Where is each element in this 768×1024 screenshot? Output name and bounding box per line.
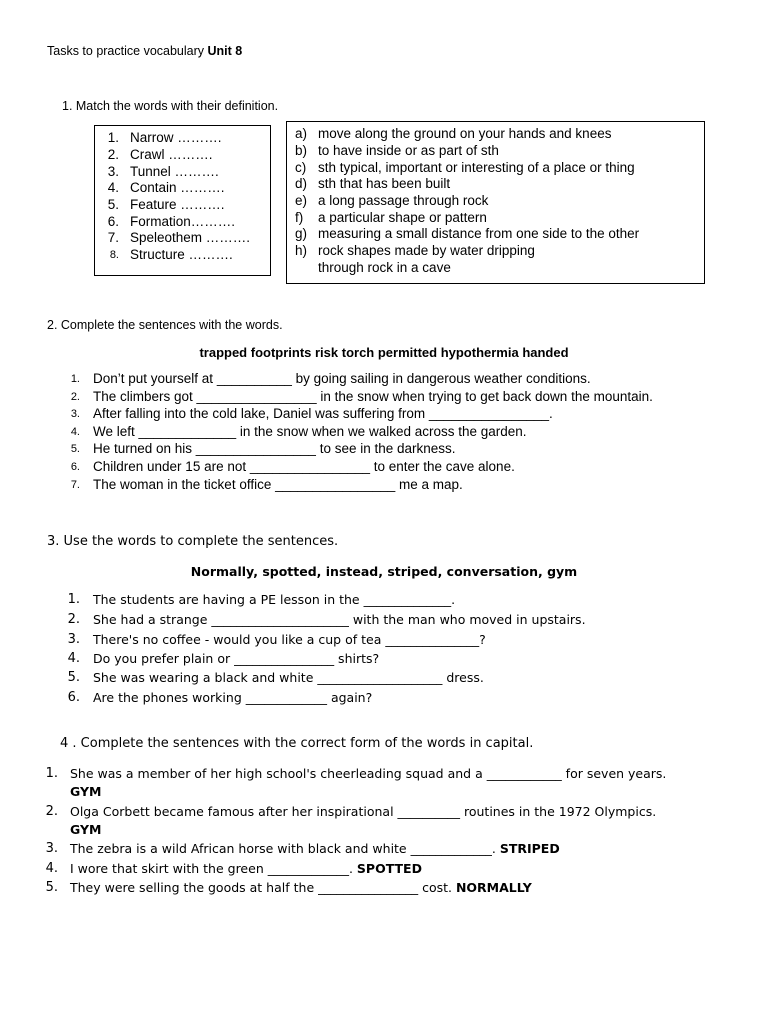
title-text: Tasks to practice vocabulary [47,44,208,58]
definition-text: rock shapes made by water dripping [318,243,535,258]
definition-letter: f) [295,210,304,225]
sentence-number: 5. [67,670,80,685]
definition-text: a long passage through rock [318,193,489,208]
item-text: I wore that skirt with the green _____________. [70,861,357,876]
item-number: 1. [45,766,58,781]
section4-heading: 4 . Complete the sentences with the correct form of the words in capital. [60,736,534,751]
section3-sentences [0,592,768,712]
definition-text: measuring a small distance from one side to the other [318,226,640,241]
sentence-number: 3. [67,632,80,647]
sentence-number: 6. [67,690,80,705]
definition-text: to have inside or as part of sth [318,143,499,158]
definitions-box [286,121,705,284]
sentence-number: 3. [70,408,80,420]
sentence-number: 1. [67,592,80,607]
definition-text: move along the ground on your hands and knees [318,126,612,141]
item-number: 2. [45,804,58,819]
word-text: Tunnel ………. [130,164,219,179]
sentence-text: Children under 15 are not ________________ to enter the cave alone. [93,459,515,474]
item-text: The zebra is a wild African horse with black and white _____________. [70,841,500,856]
section3-word-bank: Normally, spotted, instead, striped, conversation, gym [190,564,578,579]
definition-text: sth that has been built [318,176,451,191]
definition-letter: d) [295,176,308,191]
section1-heading: 1. Match the words with their definition. [62,99,279,113]
word-number: 5. [107,197,119,212]
sentence-number: 2. [70,391,80,403]
word-text: Contain ………. [130,180,225,195]
item-number: 4. [45,861,58,876]
word-text: Structure ………. [130,247,233,262]
word-text: Narrow ………. [130,130,222,145]
sentence-text: Do you prefer plain or ________________ shirts? [93,651,380,666]
s4-item-2-capital-word: GYM [70,822,102,837]
sentence-number: 7. [70,479,80,491]
definition-text: sth typical, important or interesting of a place or thing [318,160,635,175]
word-number: 2. [107,147,119,162]
definition-text: a particular shape or pattern [318,210,487,225]
title-unit: Unit 8 [207,44,243,58]
word-number: 1. [107,130,119,145]
section2-word-bank: trapped footprints risk torch permitted hypothermia handed [199,345,569,360]
sentence-text: Are the phones working _____________ again? [93,690,373,705]
sentence-number: 4. [70,426,80,438]
word-text: Formation………. [130,214,236,229]
words-box [94,125,271,276]
sentence-text: The climbers got ________________ in the snow when trying to get back down the mountain. [93,389,653,404]
section2-sentences [0,371,768,501]
item-capital-word: NORMALLY [455,880,532,895]
item-text: Olga Corbett became famous after her inspirational __________ routines in the 1972 Olympics. [70,804,657,819]
page-title [47,44,242,58]
sentence-number: 6. [70,461,80,473]
item-capital-word: STRIPED [499,841,560,856]
definition-letter: e) [295,193,308,208]
s4-item-1-capital-word: GYM [70,784,102,799]
definition-letter: b) [295,143,308,158]
definition-text: through rock in a cave [318,260,451,275]
sentence-number: 4. [67,651,80,666]
item-text: She was a member of her high school's cheerleading squad and a ____________ for seven years. [70,766,667,781]
sentence-text: She was wearing a black and white ____________________ dress. [93,670,484,685]
item-capital-word: SPOTTED [356,861,422,876]
word-number: 7. [107,230,119,245]
word-text: Speleothem ………. [130,230,251,245]
item-number: 3. [45,841,58,856]
sentence-number: 1. [70,373,80,385]
definition-letter: g) [295,226,308,241]
sentence-text: There's no coffee - would you like a cup of tea _______________? [93,632,486,647]
sentence-text: She had a strange ______________________ with the man who moved in upstairs. [93,612,586,627]
sentence-number: 5. [70,443,80,455]
word-number: 8. [109,249,119,261]
word-number: 3. [107,164,119,179]
definition-letter: c) [295,160,307,175]
item-text: They were selling the goods at half the ________________ cost. [70,880,456,895]
word-number: 6. [107,214,119,229]
sentence-text: The woman in the ticket office ________________ me a map. [93,477,463,492]
word-text: Feature ………. [130,197,225,212]
section4-items [0,766,768,906]
definition-letter: h) [295,243,308,258]
sentence-number: 2. [67,612,80,627]
word-number: 4. [107,180,119,195]
sentence-text: After falling into the cold lake, Daniel was suffering from ________________. [93,406,553,421]
section2-heading: 2. Complete the sentences with the words. [47,318,283,332]
sentence-text: The students are having a PE lesson in the ______________. [93,592,456,607]
sentence-text: He turned on his ________________ to see in the darkness. [93,441,456,456]
sentence-text: Don’t put yourself at __________ by going sailing in dangerous weather conditions. [93,371,591,386]
word-text: Crawl ………. [130,147,213,162]
section3-heading: 3. Use the words to complete the sentences. [47,534,339,549]
sentence-text: We left _____________ in the snow when we walked across the garden. [93,424,527,439]
definition-letter: a) [295,126,308,141]
item-number: 5. [45,880,58,895]
